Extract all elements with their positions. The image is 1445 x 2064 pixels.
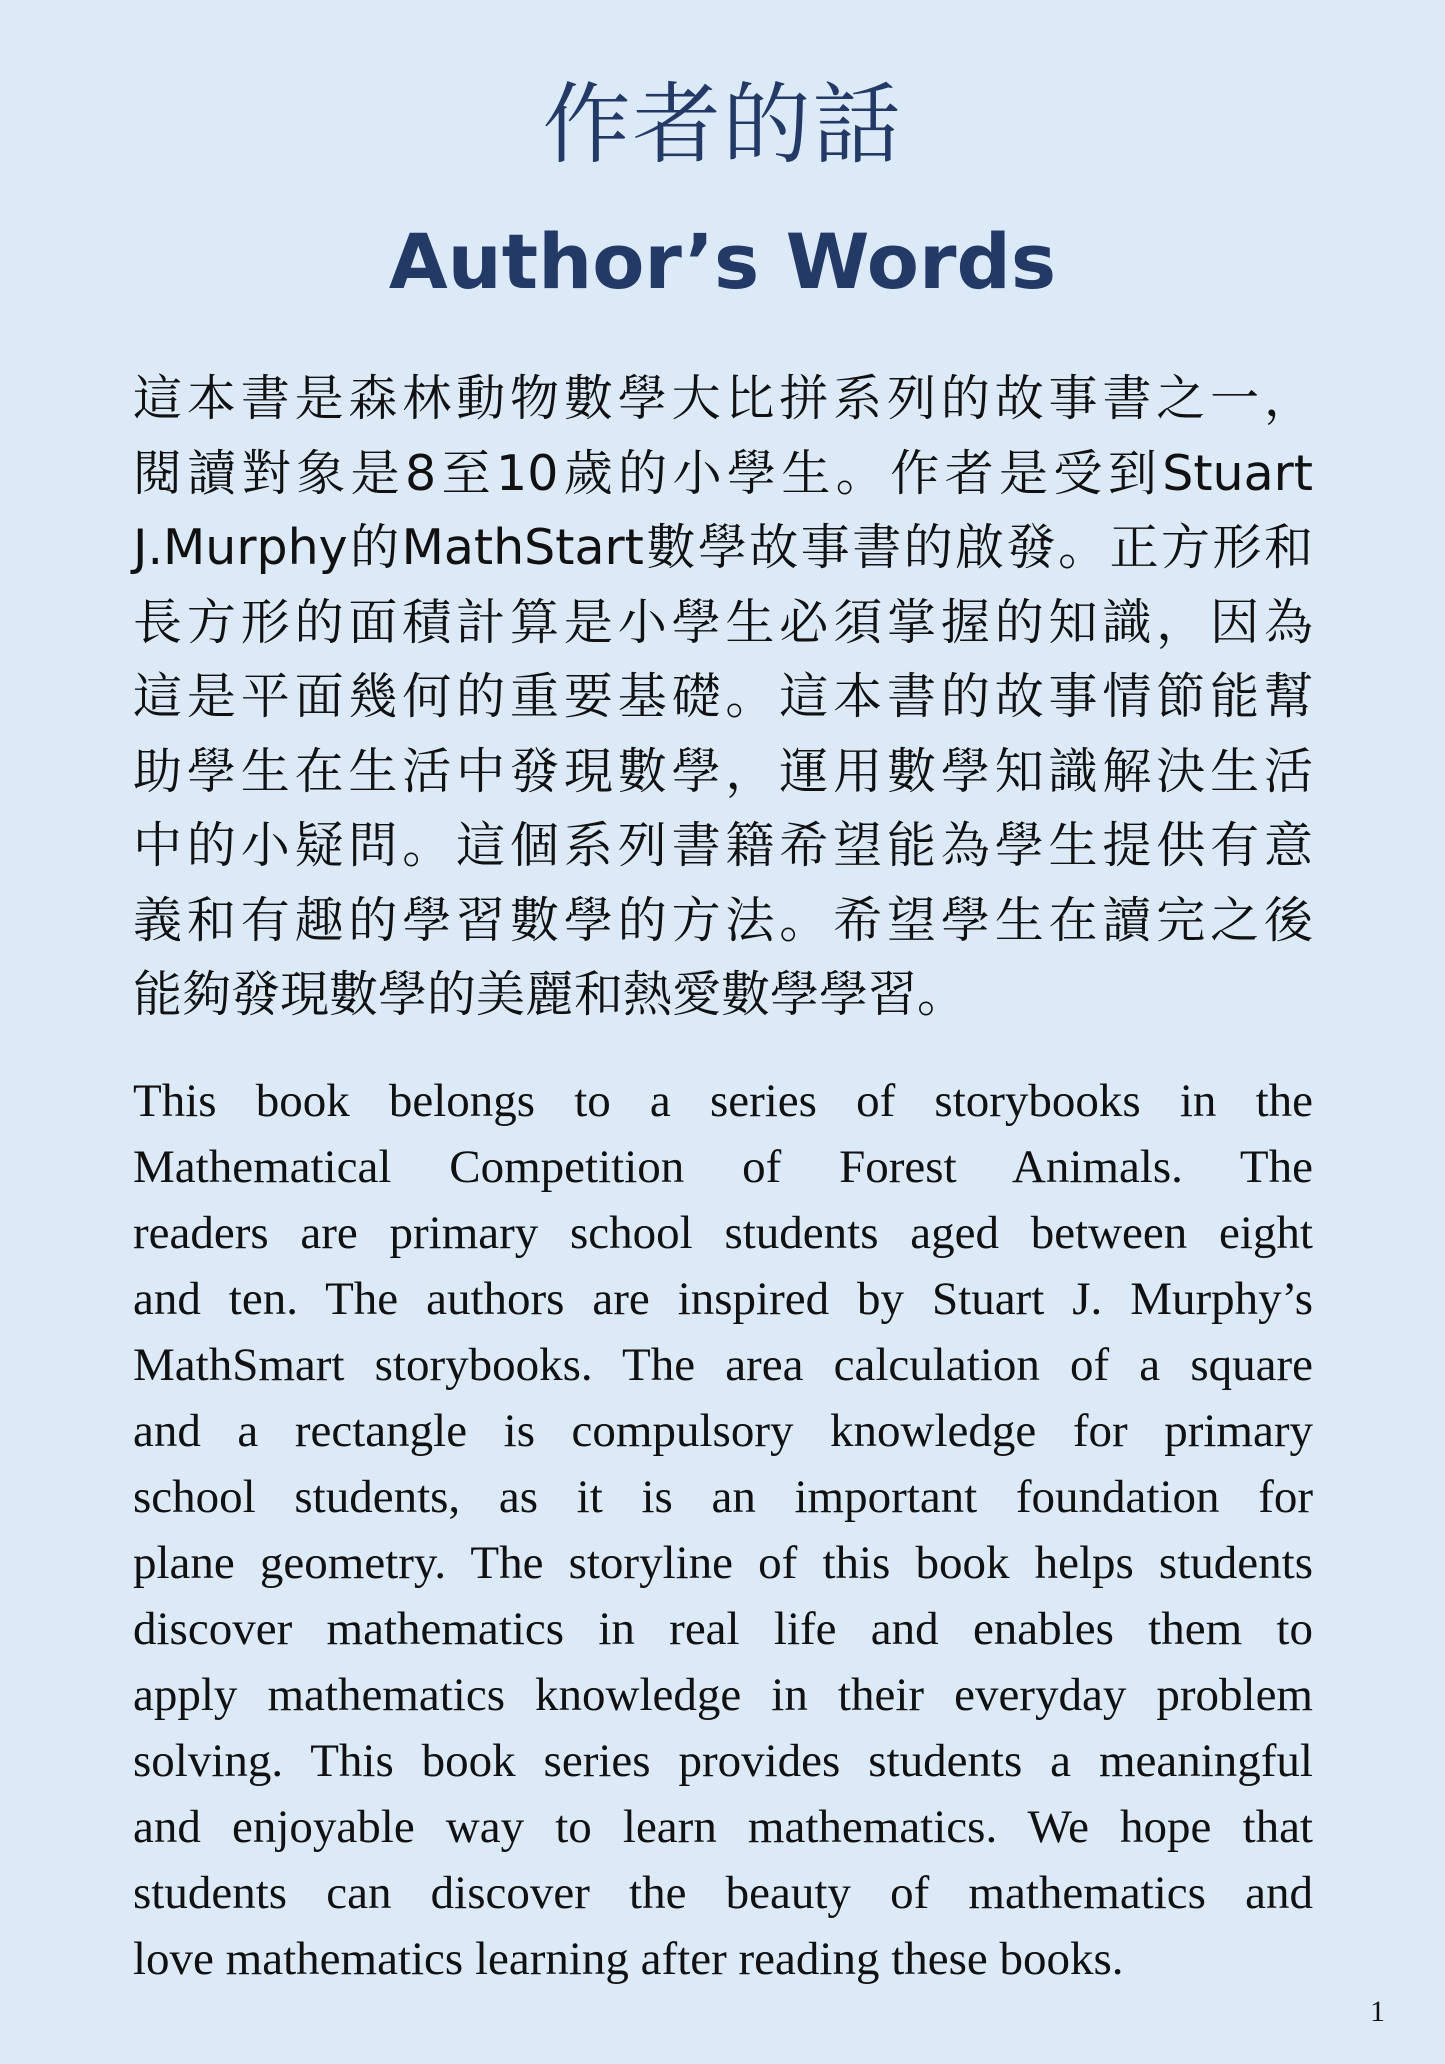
chinese-paragraph-line: 這是平面幾何的重要基礎。這本書的故事情節能幫 xyxy=(133,668,1313,725)
chinese-paragraph-line: 義和有趣的學習數學的方法。希望學生在讀完之後 xyxy=(133,891,1313,949)
chinese-paragraph-line: 中的小疑問。這個系列書籍希望能為學生提供有意 xyxy=(133,817,1313,874)
english-paragraph-line: solving. This book series provides students a meaningful xyxy=(133,1735,1313,1787)
page-number: 1 xyxy=(1370,1995,1385,2028)
english-paragraph-line: This book belongs to a series of storybooks in the xyxy=(133,1075,1313,1127)
english-paragraph-line: readers are primary school students aged between eight xyxy=(133,1207,1313,1259)
chinese-paragraph-line: 能夠發現數學的美麗和熱愛數學學習。 xyxy=(133,966,967,1023)
chinese-paragraph-line: 長方形的面積計算是小學生必須掌握的知識，因為 xyxy=(133,593,1313,651)
english-paragraph-line: apply mathematics knowledge in their everyday problem xyxy=(133,1669,1313,1721)
chinese-paragraph xyxy=(133,362,1313,1033)
english-paragraph-line: school students, as it is an important foundation for xyxy=(133,1471,1313,1523)
english-paragraph-line: and ten. The authors are inspired by Stuart J. Murphy’s xyxy=(133,1273,1313,1325)
page-title-english: Author’s Words xyxy=(388,217,1057,306)
english-paragraph-line: plane geometry. The storyline of this book helps students xyxy=(133,1537,1313,1589)
english-paragraph-line: MathSmart storybooks. The area calculation of a square xyxy=(133,1339,1313,1391)
page-title-chinese: 作者的話 xyxy=(542,73,903,176)
english-paragraph-line: discover mathematics in real life and enables them to xyxy=(133,1603,1313,1655)
chinese-paragraph-line: 閱讀對象是8至10歲的小學生。作者是受到Stuart xyxy=(133,444,1313,502)
english-paragraph-line: students can discover the beauty of mathematics and xyxy=(133,1867,1313,1919)
english-paragraph-line: love mathematics learning after reading these books. xyxy=(133,1933,1124,1985)
chinese-paragraph-line: 助學生在生活中發現數學，運用數學知識解決生活 xyxy=(133,742,1313,800)
chinese-paragraph-line: 這本書是森林動物數學大比拼系列的故事書之一， xyxy=(133,370,1313,427)
english-paragraph xyxy=(133,1068,1313,1992)
english-paragraph-line: Mathematical Competition of Forest Animals. The xyxy=(133,1141,1313,1193)
chinese-paragraph-line: J.Murphy的MathStart數學故事書的啟發。正方形和 xyxy=(133,519,1313,576)
english-paragraph-line: and a rectangle is compulsory knowledge for primary xyxy=(133,1405,1313,1457)
english-paragraph-line: and enjoyable way to learn mathematics. We hope that xyxy=(133,1801,1313,1853)
